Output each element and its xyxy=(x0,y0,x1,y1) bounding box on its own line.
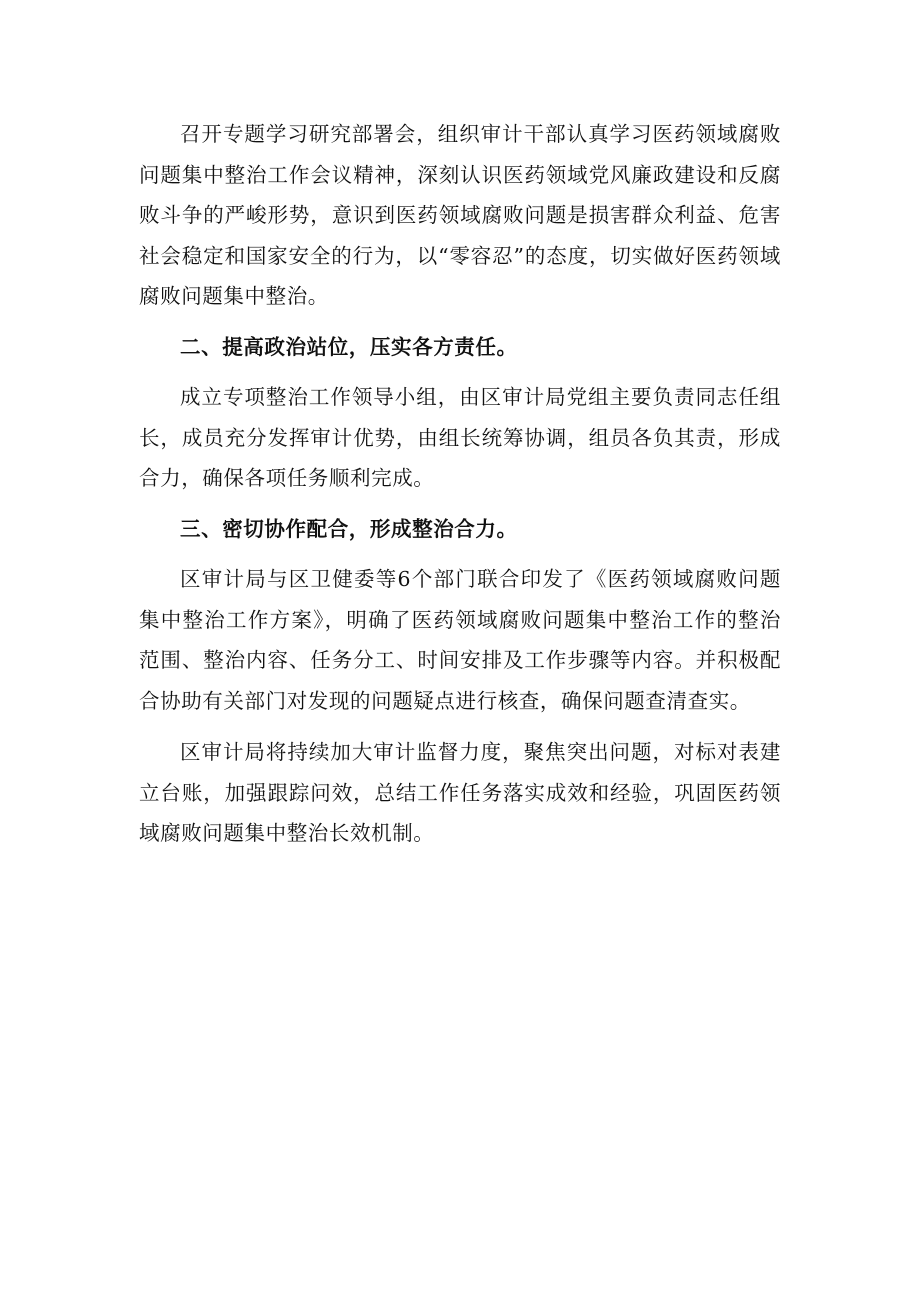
section-heading-2: 二、提高政治站位，压实各方责任。 xyxy=(180,334,518,359)
document-page xyxy=(139,114,781,854)
section-heading-3: 三、密切协作配合，形成整治合力。 xyxy=(180,516,518,541)
paragraph-joint-plan: 区审计局与区卫健委等6个部门联合印发了《医药领域腐败问题集中整治工作方案》，明确了医药领域腐败问题集中整治工作的整治范围、整治内容、任务分工、时间安排及工作步骤等内容。并积极配合协助有关部门对发现的问题疑点进行核查，确保问题查清查实。 xyxy=(139,567,781,713)
paragraph-study-meeting: 召开专题学习研究部署会，组织审计干部认真学习医药领域腐败问题集中整治工作会议精神，深刻认识医药领域党风廉政建设和反腐败斗争的严峻形势，意识到医药领域腐败问题是损害群众利益、危害社会稳定和国家安全的行为，以“零容忍”的态度，切实做好医药领域腐败问题集中整治。 xyxy=(139,122,781,308)
paragraph-continued-supervision: 区审计局将持续加大审计监督力度，聚焦突出问题，对标对表建立台账，加强跟踪问效，总结工作任务落实成效和经验，巩固医药领域腐败问题集中整治长效机制。 xyxy=(139,740,781,845)
paragraph-leading-group: 成立专项整治工作领导小组，由区审计局党组主要负责同志任组长，成员充分发挥审计优势，由组长统筹协调，组员各负其责，形成合力，确保各项任务顺利完成。 xyxy=(139,385,781,490)
